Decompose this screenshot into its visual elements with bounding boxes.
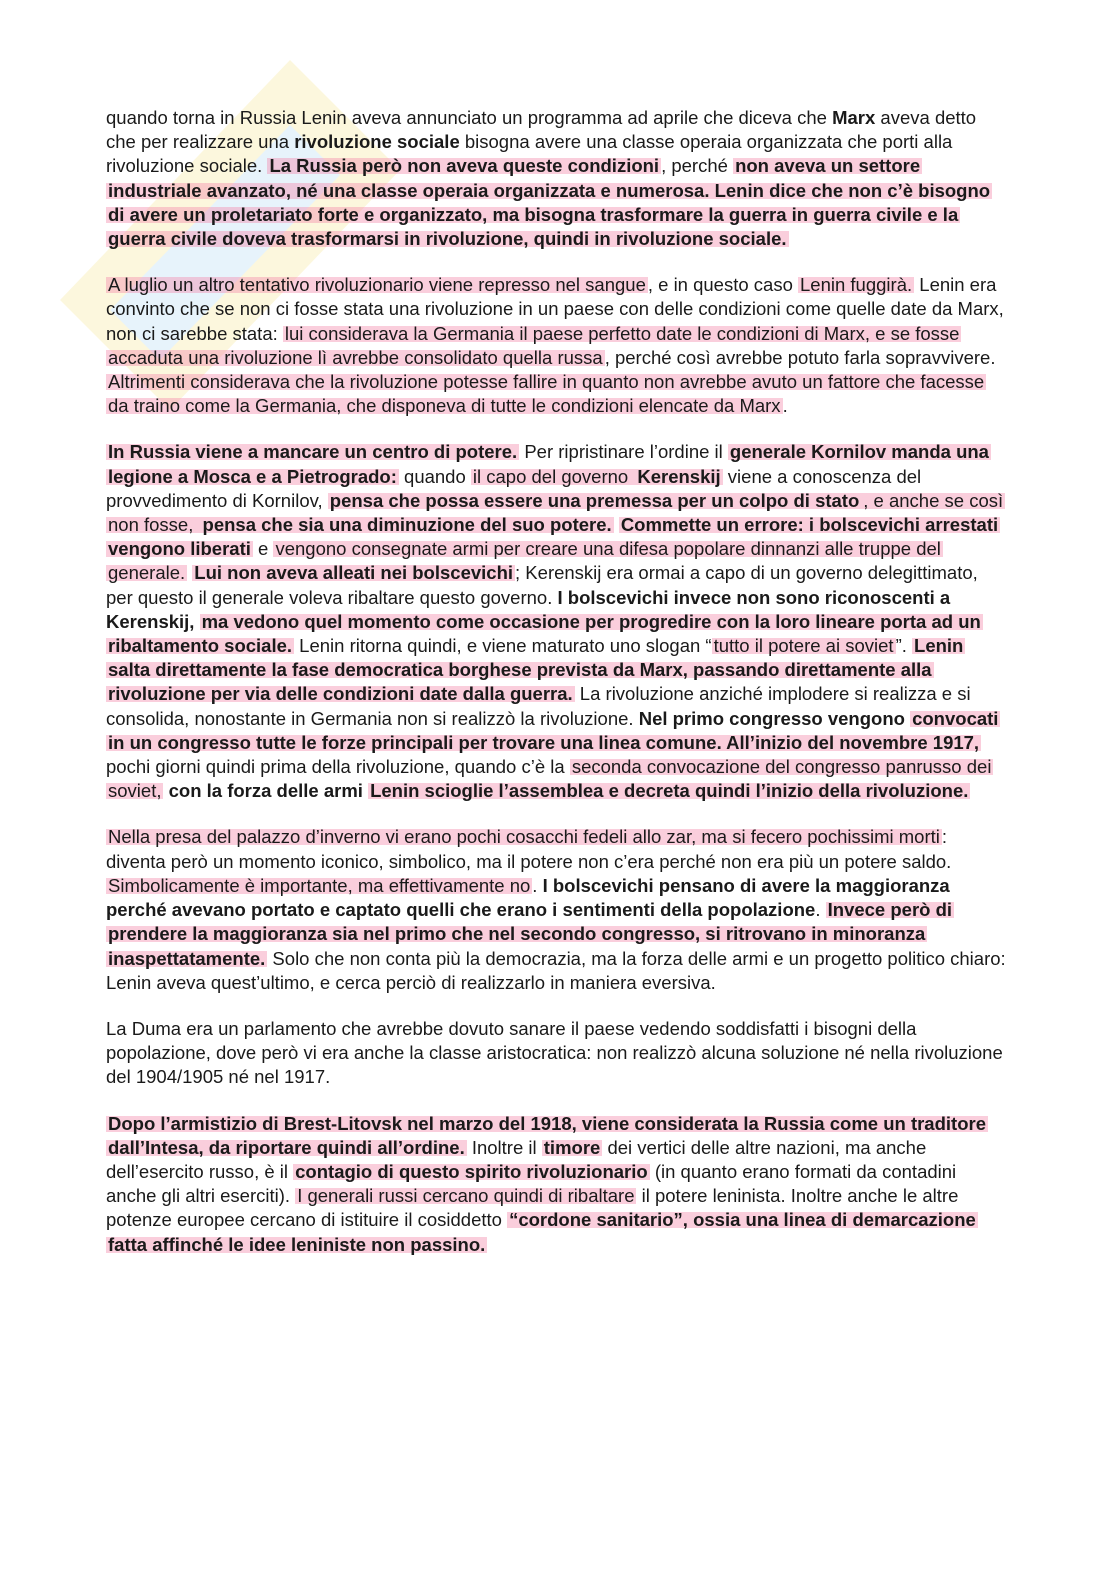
highlighted-text: Lui non aveva alleati nei bolscevichi [194, 562, 514, 584]
text-run: I bolscevichi invece non sono riconoscenti a Kerenskij, [106, 586, 951, 632]
highlighted-text: Altrimenti considerava che la rivoluzione potesse fallire in quanto non avrebbe avuto un fattore che facesse da traino come la Germania, che disponeva di tutte le condizioni elencate da Marx [108, 371, 985, 417]
text-run: il potere leninista. Inoltre anche le altre potenze europee cercano di istituire il cosiddetto [106, 1185, 959, 1231]
text-run: aveva detto che per realizzare una [106, 107, 977, 153]
highlighted-text: Lenin fuggirà. [800, 274, 913, 296]
highlighted-text: pensa che possa essere una premessa per un colpo di stato [329, 489, 860, 511]
text-run: . [815, 899, 826, 921]
highlighted-text: La Russia però non aveva queste condizioni [269, 155, 660, 177]
highlighted-text: convocati in un congresso tutte le forze principali per trovare una linea comune. All’inizio del novembre 1917, [108, 707, 999, 753]
paragraph [106, 825, 1006, 994]
text-run: Nel primo congresso vengono [638, 707, 911, 729]
highlighted-text: A luglio un altro tentativo rivoluzionario viene represso nel sangue [108, 274, 646, 296]
highlighted-text: “cordone sanitario”, ossia una linea di demarcazione fatta affinché le idee leniniste non passino. [108, 1209, 976, 1255]
highlighted-text: non aveva un settore industriale avanzato, né una classe operaia organizzata e numerosa. Lenin dice che non c’è bisogno di avere un proletariato forte e organizzato, ma bisogna trasformare la guerra in guerra civile e la guerra civile doveva trasformarsi in rivoluzione, quindi in rivoluzione sociale. [108, 155, 991, 250]
highlighted-text: Lenin scioglie l’assemblea e decreta quindi l’inizio della rivoluzione. [370, 780, 969, 802]
highlighted-text: Commette un errore: i bolscevichi arrestati vengono liberati [108, 514, 999, 560]
text-run: I bolscevichi pensano di avere la maggioranza perché avevano portato e captato quelli che erano i sentimenti della popolazione [106, 874, 950, 921]
text-run: La rivoluzione anziché implodere si realizza e si consolida, nonostante in Germania non si realizzò la rivoluzione. [106, 683, 971, 729]
text-run: Lenin ritorna quindi, e viene maturato uno slogan “ [294, 635, 712, 657]
text-run: Marx [832, 107, 876, 128]
highlighted-text: In Russia viene a mancare un centro di potere. [108, 441, 518, 463]
text-run: viene a conoscenza del provvedimento di Kornilov, [106, 465, 922, 511]
text-run: Inoltre il [466, 1136, 542, 1158]
text-run: . [782, 395, 788, 417]
text-run: rivoluzione sociale [294, 131, 460, 153]
highlighted-text: I generali russi cercano quindi di ribaltare [297, 1185, 635, 1207]
text-run: , perché così avrebbe potuto farla sopravvivere. [604, 346, 996, 368]
text-run: pochi giorni quindi prima della rivoluzione, quando c’è la [106, 756, 570, 778]
text-run: con la forza delle armi [168, 780, 369, 802]
highlighted-text: seconda convocazione del congresso panrusso dei soviet, [108, 756, 992, 802]
text-run: ; Kerenskij era ormai a capo di un governo delegittimato, per questo il generale voleva ribaltare questo governo. [106, 562, 978, 608]
paragraph [106, 1017, 1006, 1090]
text-run: quando [398, 465, 471, 487]
text-run: dei vertici delle altre nazioni, ma anche dell’esercito russo, è il [106, 1136, 927, 1182]
highlighted-text: Lenin salta direttamente la fase democratica borghese prevista da Marx, passando direttamente alla rivoluzione per via delle condizioni date dalla guerra. [108, 635, 964, 705]
document-body [106, 106, 1006, 1257]
highlighted-text: Kerenskij [637, 465, 721, 487]
highlighted-text: ma vedono quel momento come occasione per progredire con la loro lineare porta ad un ribaltamento sociale. [108, 610, 981, 657]
highlighted-text: pensa che sia una diminuzione del suo potere. [202, 514, 612, 536]
text-run: . [532, 874, 543, 896]
highlighted-text: lui considerava la Germania il paese perfetto date le condizioni di Marx, e se fosse accaduta una rivoluzione lì avrebbe consolidato quella russa [108, 322, 960, 368]
highlighted-text: tutto il potere ai soviet [713, 635, 894, 657]
text-run: Per ripristinare l’ordine il [519, 441, 728, 463]
highlighted-text: contagio di questo spirito rivoluzionario [295, 1160, 648, 1182]
highlighted-text: Nella presa del palazzo d’inverno vi erano pochi cosacchi fedeli allo zar, ma si fecero pochissimi morti [108, 826, 940, 848]
highlighted-text: Invece però di prendere la maggioranza sia nel primo che nel secondo congresso, si ritrovano in minoranza inaspettatamente. [108, 899, 953, 969]
highlighted-text: generale Kornilov manda una legione a Mosca e a Pietrogrado: [108, 441, 989, 487]
highlighted-text: timore [543, 1136, 601, 1158]
text-run: : diventa però un momento iconico, simbolico, ma il potere non c’era perché non era più un potere saldo. [106, 826, 952, 872]
text-run: e [252, 538, 274, 560]
paragraph [106, 1112, 1006, 1257]
text-run: , e in questo caso [647, 274, 799, 296]
highlighted-text: vengono consegnate armi per creare una difesa popolare dinnanzi alle truppe del generale. [108, 538, 941, 584]
highlighted-text: Dopo l’armistizio di Brest-Litovsk nel marzo del 1918, viene considerata la Russia come un traditore dall’Intesa, da riportare quindi all’ordine. [108, 1112, 986, 1158]
text-run: bisogna avere una classe operaia organizzata che porti alla rivoluzione sociale. [106, 131, 953, 177]
text-run: Lenin era convinto che se non ci fosse stata una rivoluzione in un paese con delle condizioni come quelle date da Marx, non ci sarebbe stata: [106, 274, 1004, 344]
paragraph [106, 273, 1006, 418]
paragraph [106, 106, 1006, 251]
text-run: La Duma era un parlamento che avrebbe dovuto sanare il paese vedendo soddisfatti i bisogni della popolazione, dove però vi era anche la classe aristocratica: non realizzò alcuna soluzione né nella rivoluzione del 1904/1905 né nel 1917. [106, 1017, 1003, 1088]
highlighted-text: Simbolicamente è importante, ma effettivamente no [108, 874, 531, 896]
highlighted-text: il capo del governo [472, 465, 634, 487]
text-run: Solo che non conta più la democrazia, ma la forza delle armi e un progetto politico chiaro: Lenin aveva quest’ultimo, e cerca perciò di realizzarlo in maniera eversiva. [106, 947, 1006, 993]
text-run: ”. [895, 635, 913, 657]
highlighted-text: , e anche se così non fosse, [108, 489, 1004, 536]
text-run: , perché [661, 155, 734, 177]
paragraph [106, 440, 1006, 803]
text-run: quando torna in Russia Lenin aveva annunciato un programma ad aprile che diceva che [106, 107, 833, 128]
text-run: (in quanto erano formati da contadini anche gli altri eserciti). [106, 1160, 957, 1207]
